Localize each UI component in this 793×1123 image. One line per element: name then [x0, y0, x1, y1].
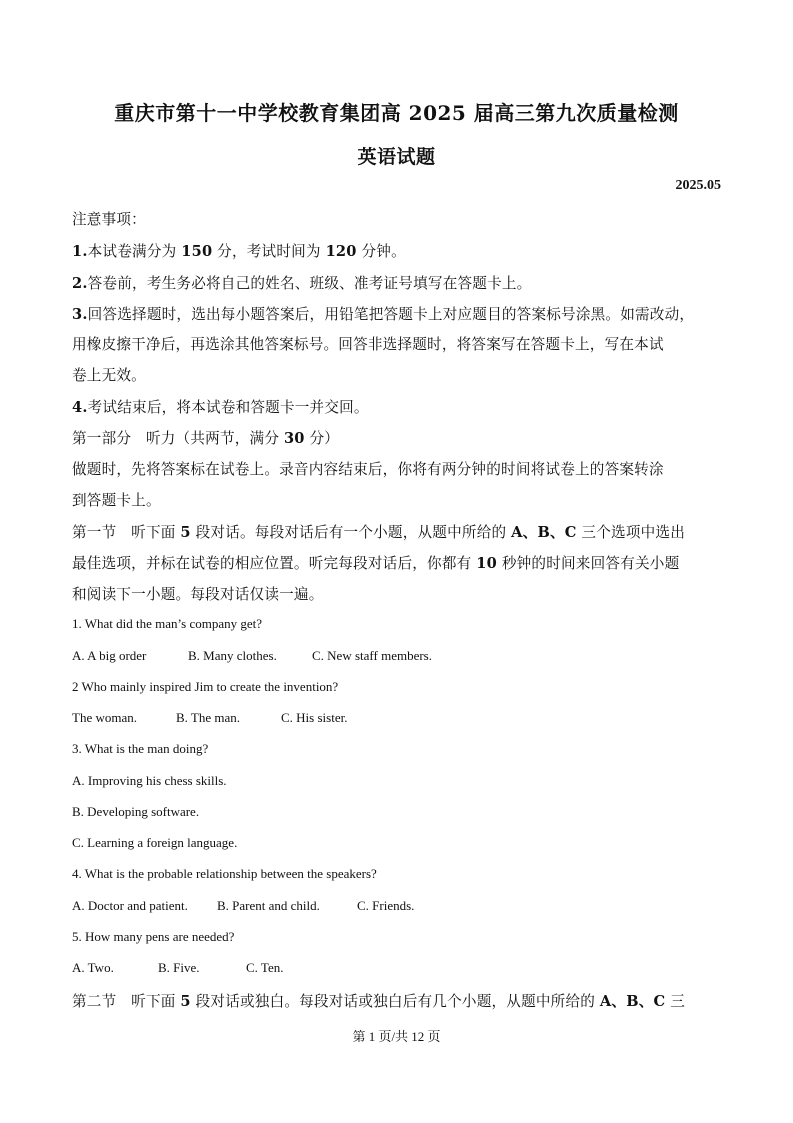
question-2-stem: 2 Who mainly inspired Jim to create the invention?	[72, 679, 339, 694]
notice-item-2	[72, 272, 531, 293]
section2-text: 段对话或独白。每段对话或独白后有几个小题，从题中所给的	[190, 993, 600, 1010]
question-3-option-a: A. Improving his chess skills.	[72, 773, 227, 788]
section1-text: 最佳选项，并标在试卷的相应位置。听完每段对话后，你都有	[72, 555, 477, 572]
option-a: A. Doctor and patient.	[72, 898, 188, 913]
question-5-stem: 5. How many pens are needed?	[72, 929, 235, 944]
option-b: B. Many clothes.	[188, 648, 277, 663]
part1-instruction-line-2: 到答题卡上。	[72, 492, 161, 509]
question-3-option-b: B. Developing software.	[72, 804, 200, 819]
answer-seconds: 10	[476, 555, 497, 572]
notice-item-number: 3.	[72, 306, 88, 323]
notice-item-1	[72, 240, 406, 261]
section2-text: 三	[665, 993, 685, 1010]
option-a: A. A big order	[72, 648, 147, 663]
option-b: B. Parent and child.	[217, 898, 320, 913]
exam-duration: 120	[325, 243, 357, 260]
part1-instruction-line-1: 做题时，先将答案标在试卷上。录音内容结束后，你将有两分钟的时间将试卷上的答案转涂	[72, 461, 664, 478]
option-c: C. Ten.	[246, 960, 284, 975]
notice-text: 考试结束后，将本试卷和答题卡一并交回。	[87, 399, 369, 416]
notice-item-3-line-2: 用橡皮擦干净后，再选涂其他答案标号。回答非选择题时，将答案写在答题卡上，写在本试	[72, 336, 664, 353]
question-4-options	[72, 898, 414, 914]
dialogue-count: 5	[180, 993, 191, 1010]
option-a: The woman.	[72, 710, 137, 725]
notice-item-3-line-3: 卷上无效。	[72, 367, 146, 384]
section1-text: 第一节 听下面	[72, 524, 181, 541]
notice-text: 回答选择题时，选出每小题答案后，用铅笔把答题卡上对应题目的答案标号涂黑。如需改动，	[87, 306, 695, 323]
option-c: C. Friends.	[357, 898, 415, 913]
exam-date: 2025.05	[675, 178, 721, 193]
option-c: C. New staff members.	[312, 648, 432, 663]
notice-text: 答卷前，考生务必将自己的姓名、班级、准考证号填写在答题卡上。	[87, 275, 532, 292]
section1-text: 段对话。每段对话后有一个小题，从题中所给的	[190, 524, 512, 541]
page-number: 第 1 页/共 12 页	[352, 1029, 441, 1044]
notice-text: 分，考试时间为	[212, 243, 326, 260]
full-score: 150	[181, 243, 213, 260]
exam-subtitle: 英语试题	[357, 146, 436, 168]
option-letters: A、B、C	[511, 524, 577, 541]
option-b: B. Five.	[158, 960, 200, 975]
notice-item-number: 1.	[72, 243, 88, 260]
section1-line-1	[72, 521, 685, 542]
part1-heading-text: 第一部分 听力（共两节，满分	[72, 430, 284, 447]
notice-heading: 注意事项：	[72, 211, 146, 228]
notice-item-3-line-1	[72, 303, 694, 324]
section1-line-3: 和阅读下一小题。每段对话仅读一遍。	[72, 586, 324, 603]
question-1-options	[72, 648, 432, 664]
section1-line-2	[72, 552, 679, 573]
exam-title: 重庆市第十一中学校教育集团高 2025 届高三第九次质量检测	[114, 101, 679, 125]
option-b: B. The man.	[176, 710, 241, 725]
question-3-stem: 3. What is the man doing?	[72, 741, 209, 756]
question-2-options	[72, 710, 347, 726]
notice-text: 分钟。	[356, 243, 406, 260]
question-3-option-c: C. Learning a foreign language.	[72, 835, 238, 850]
option-c: C. His sister.	[281, 710, 348, 725]
section2-line-1	[72, 990, 685, 1011]
section2-text: 第二节 听下面	[72, 993, 181, 1010]
question-5-options	[72, 960, 284, 976]
notice-item-number: 2.	[72, 275, 88, 292]
option-letters: A、B、C	[599, 993, 666, 1010]
part1-heading-text: 分）	[304, 430, 340, 447]
part1-heading	[72, 427, 339, 448]
question-1-stem: 1. What did the man’s company get?	[72, 616, 263, 631]
section1-text: 三个选项中选出	[576, 524, 685, 541]
question-4-stem: 4. What is the probable relationship between the speakers?	[72, 866, 377, 881]
part1-score: 30	[283, 430, 305, 447]
section1-text: 秒钟的时间来回答有关小题	[497, 555, 680, 572]
option-a: A. Two.	[72, 960, 114, 975]
notice-text: 本试卷满分为	[87, 243, 182, 260]
dialogue-count: 5	[180, 524, 191, 541]
notice-item-4	[72, 396, 369, 417]
notice-item-number: 4.	[72, 399, 88, 416]
